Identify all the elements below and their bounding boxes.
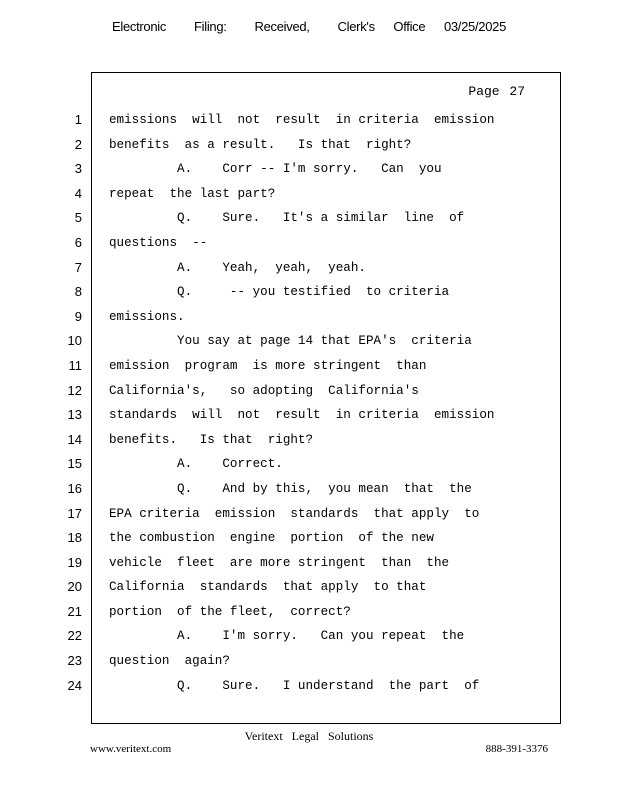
transcript-line: questions -- (109, 235, 208, 250)
line-number: 7 (74, 259, 82, 275)
transcript-body (109, 108, 539, 698)
line-number: 23 (67, 653, 82, 669)
transcript-line: benefits. Is that right? (109, 432, 314, 447)
line-number: 6 (74, 234, 82, 250)
transcript-line: EPA criteria emission standards that apply to (109, 506, 480, 521)
line-number: 15 (67, 456, 82, 472)
transcript-line: A. Correct. (109, 457, 283, 472)
transcript-line: the combustion engine portion of the new (109, 531, 434, 546)
transcript-line: benefits as a result. Is that right? (109, 137, 412, 152)
line-number: 19 (67, 554, 82, 570)
line-number: 10 (67, 333, 82, 349)
line-number: 22 (67, 628, 82, 644)
filing-stamp-header: Electronic Filing: Received, Clerk's Office 03/25/2025 (111, 19, 507, 34)
line-number: 4 (74, 185, 82, 201)
transcript-line: emissions. (109, 309, 185, 324)
transcript-line: Q. Sure. I understand the part of (109, 678, 480, 693)
line-number: 14 (67, 431, 82, 447)
transcript-line: vehicle fleet are more stringent than the (109, 555, 450, 570)
line-number: 9 (74, 308, 82, 324)
line-number: 21 (67, 603, 82, 619)
footer-phone-number: 888-391-3376 (485, 743, 548, 755)
transcript-line: Q. Sure. It's a similar line of (109, 211, 465, 226)
footer-website: www.veritext.com (90, 743, 172, 755)
line-number: 8 (74, 284, 82, 300)
transcript-line: emission program is more stringent than (109, 358, 427, 373)
transcript-line: question again? (109, 654, 230, 669)
transcript-line: California's, so adopting California's (109, 383, 419, 398)
transcript-line: A. Corr -- I'm sorry. Can you (109, 162, 442, 177)
line-number: 12 (67, 382, 82, 398)
transcript-line: repeat the last part? (109, 186, 276, 201)
transcript-line: A. Yeah, yeah, yeah. (109, 260, 366, 275)
line-number: 1 (74, 112, 82, 127)
page-number: Page 27 (468, 84, 525, 99)
transcript-line: Q. And by this, you mean that the (109, 481, 472, 496)
transcript-line: portion of the fleet, correct? (109, 604, 351, 619)
line-number: 11 (68, 357, 82, 373)
line-number: 5 (74, 210, 82, 226)
line-number: 13 (67, 407, 82, 423)
line-number: 3 (74, 161, 82, 177)
transcript-line: emissions will not result in criteria emission (109, 113, 495, 127)
line-number: 16 (67, 480, 82, 496)
transcript-line: You say at page 14 that EPA's criteria (109, 334, 472, 349)
line-number: 20 (67, 579, 82, 595)
line-number: 17 (67, 505, 82, 521)
line-number-column (0, 108, 82, 698)
line-number: 2 (74, 136, 82, 152)
transcript-line: standards will not result in criteria emission (109, 408, 495, 423)
transcript-line: California standards that apply to that (109, 580, 427, 595)
line-number: 24 (67, 677, 82, 693)
transcript-line: A. I'm sorry. Can you repeat the (109, 629, 465, 644)
footer-company-name: Veritext Legal Solutions (244, 729, 374, 743)
transcript-line: Q. -- you testified to criteria (109, 285, 450, 300)
line-number: 18 (67, 530, 82, 546)
